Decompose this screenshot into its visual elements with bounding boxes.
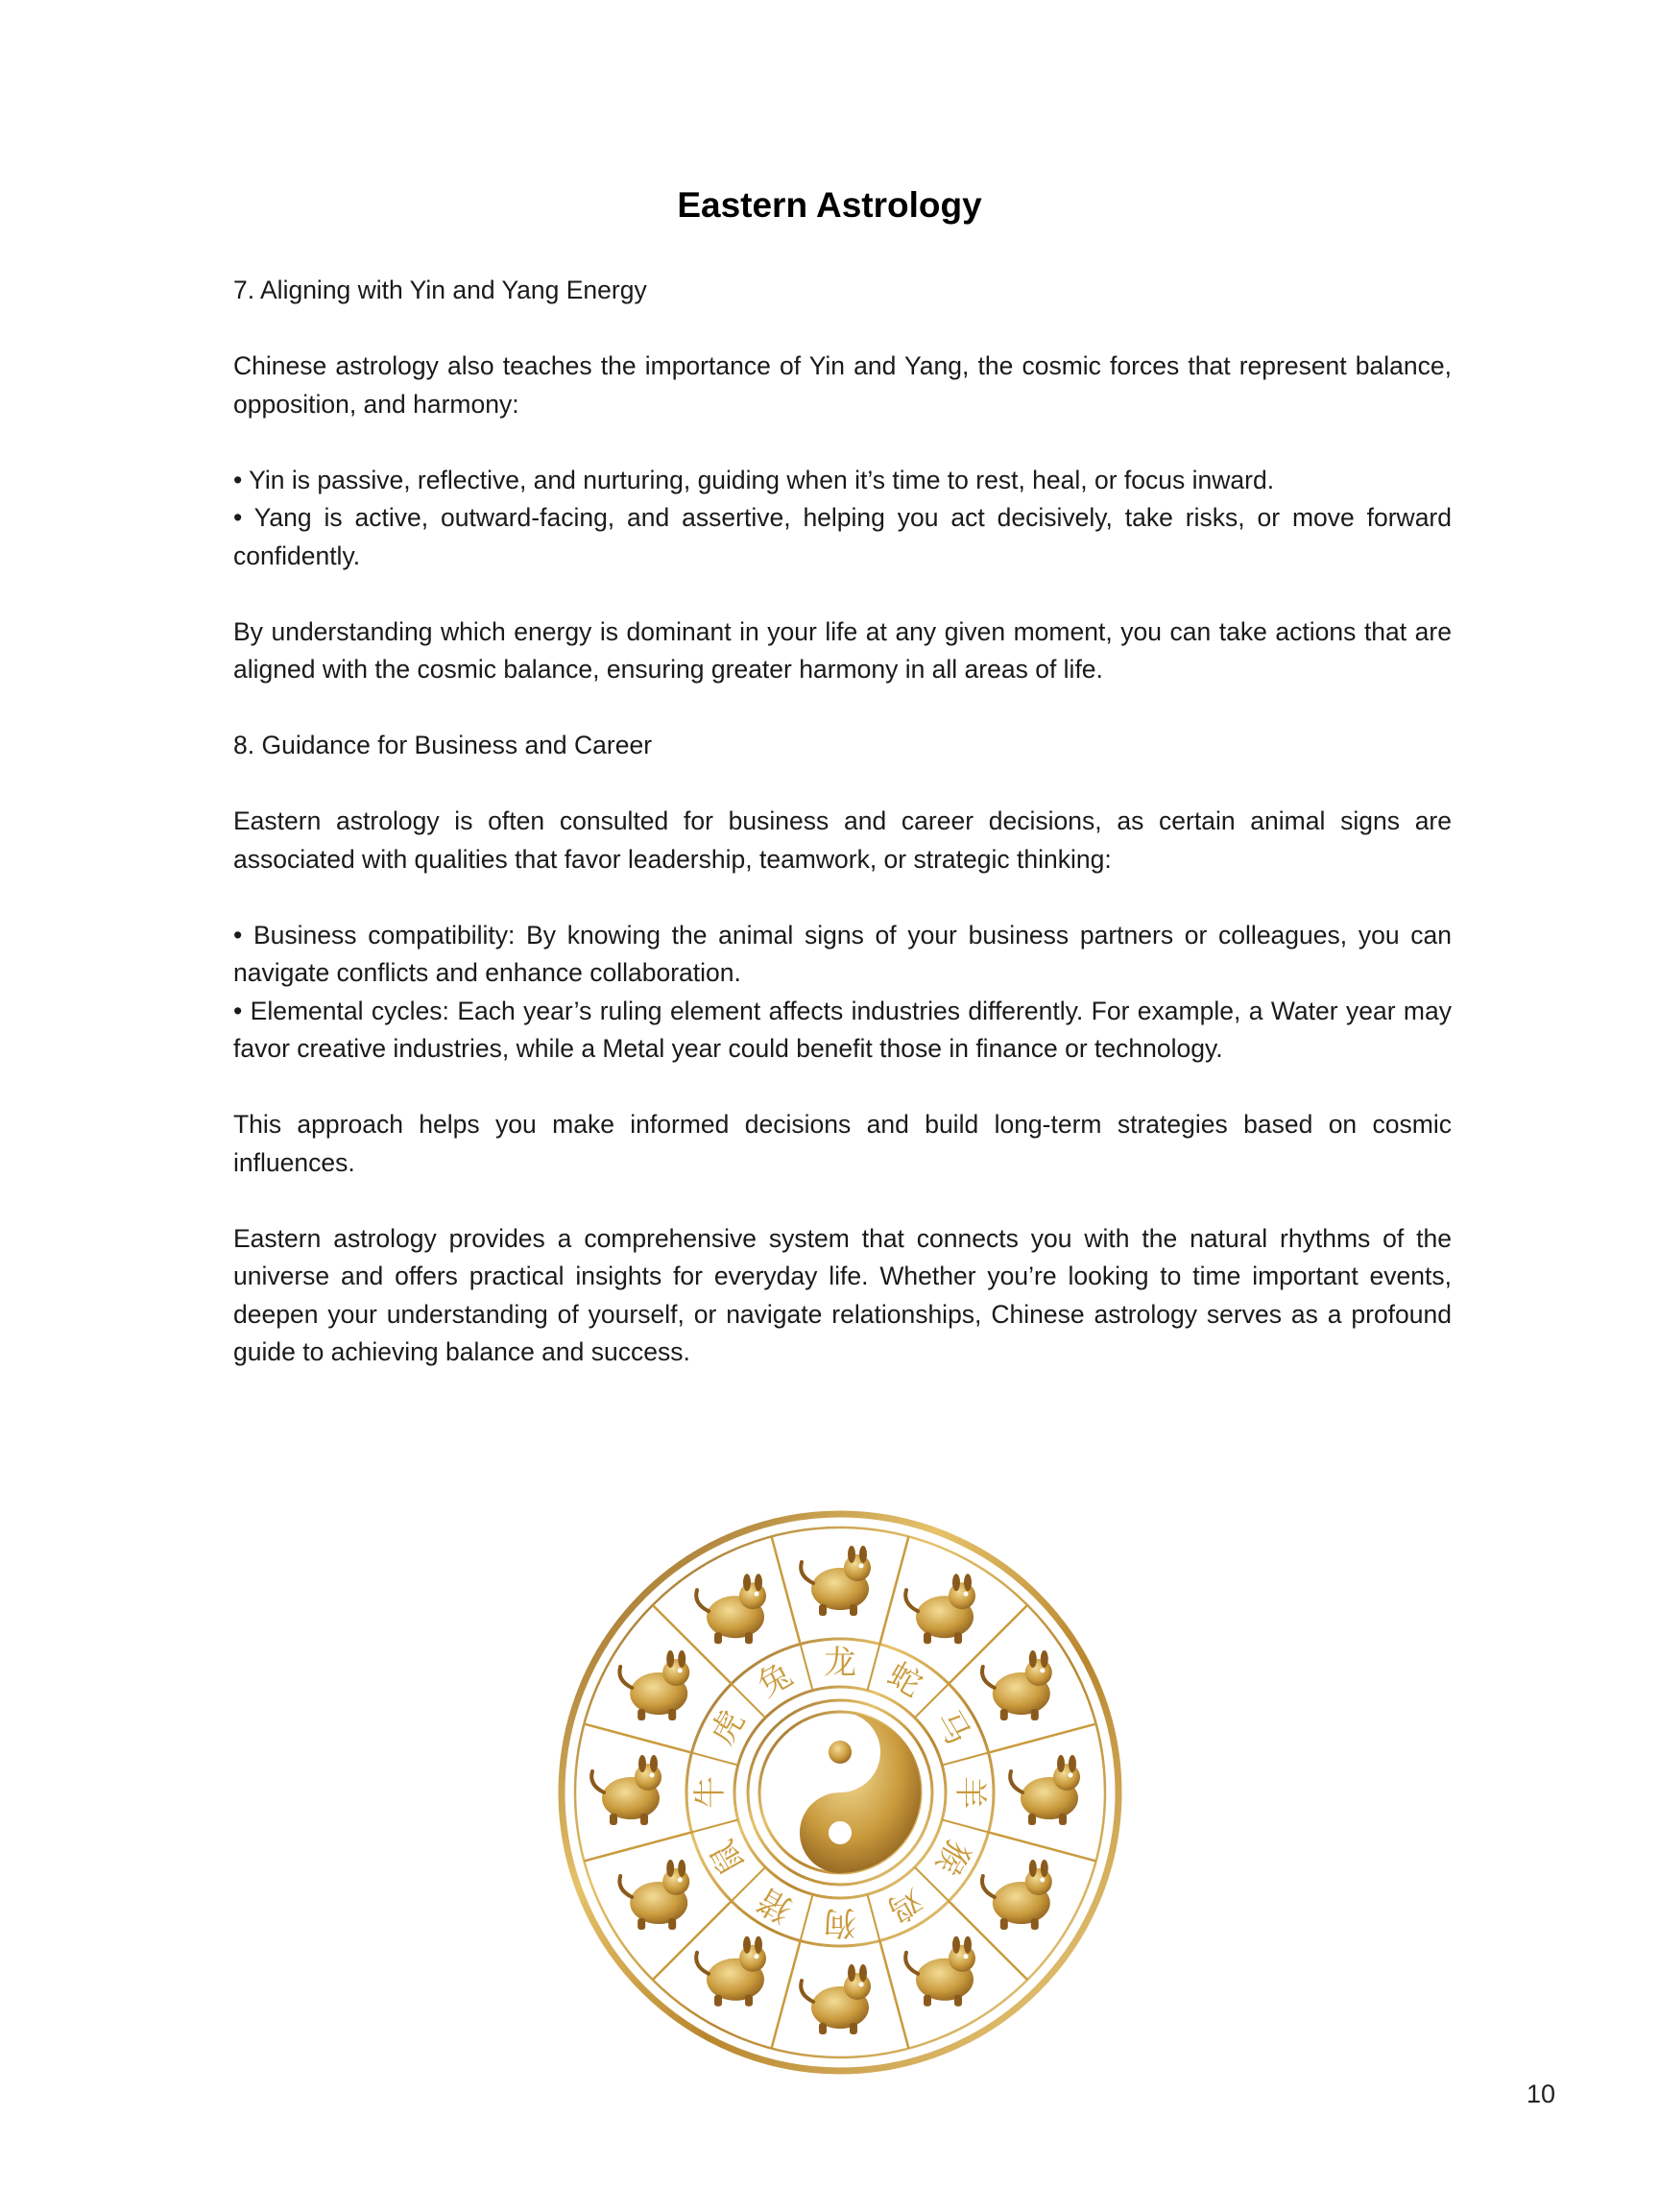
- wheel-character-tiger: 虎: [703, 1703, 753, 1752]
- goat-icon: [1010, 1755, 1080, 1825]
- rabbit-icon: [696, 1574, 766, 1644]
- zodiac-wheel-icon: [552, 1504, 1128, 2080]
- horse-icon: [982, 1650, 1052, 1720]
- page-body: [233, 272, 1452, 1409]
- section-8-heading: 8. Guidance for Business and Career: [233, 731, 653, 759]
- section-8-intro: Eastern astrology is often consulted for business and career decisions, as certain animal signs are associated with qualities that favor leadership, teamwork, or strategic thinking:: [233, 806, 1452, 874]
- section-8-closing: This approach helps you make informed decisions and build long-term strategies based on cosmic influences.: [233, 1110, 1452, 1177]
- wheel-character-rat: 鼠: [703, 1833, 753, 1882]
- bullet-business-compatibility: • Business compatibility: By knowing the animal signs of your business partners or colleagues, you can navigate conflicts and enhance collaboration.: [233, 920, 1452, 987]
- wheel-character-rabbit: 兔: [751, 1655, 800, 1705]
- ox-icon: [591, 1755, 661, 1825]
- yin-yang-icon: [748, 1700, 932, 1885]
- section-7-heading: 7. Aligning with Yin and Yang Energy: [233, 276, 647, 304]
- monkey-icon: [982, 1860, 1052, 1930]
- rat-icon: [619, 1860, 689, 1930]
- conclusion-paragraph: Eastern astrology provides a comprehensive system that connects you with the natural rhythms of the universe and offers practical insights for everyday life. Whether you’re looking to time important events, deepen your understanding of yourself, or navigate relationships, Chinese astrology serves as a profound guide to achieving balance and success.: [233, 1223, 1452, 1366]
- wheel-character-dog: 狗: [824, 1903, 856, 1941]
- wheel-character-monkey: 猴: [927, 1833, 977, 1882]
- snake-icon: [905, 1574, 975, 1644]
- wheel-character-snake: 蛇: [880, 1655, 929, 1705]
- business-bullet-list: [233, 917, 1452, 1069]
- rooster-icon: [905, 1936, 975, 2007]
- section-7-closing: By understanding which energy is dominant in your life at any given moment, you can take actions that are aligned with the cosmic balance, ensuring greater harmony in all areas of life.: [233, 616, 1452, 684]
- wheel-character-dragon: 龙: [824, 1644, 856, 1682]
- bullet-yin: • Yin is passive, reflective, and nurturing, guiding when it’s time to rest, heal, or focus inward.: [233, 465, 1275, 494]
- wheel-character-rooster: 鸡: [880, 1880, 929, 1930]
- wheel-character-goat: 羊: [950, 1776, 989, 1809]
- yin-yang-bullet-list: [233, 462, 1452, 576]
- section-7-intro: Chinese astrology also teaches the importance of Yin and Yang, the cosmic forces that represent balance, opposition, and harmony:: [233, 351, 1452, 419]
- pig-icon: [696, 1936, 766, 2007]
- page-number: 10: [1526, 2080, 1555, 2108]
- bullet-yang: • Yang is active, outward-facing, and assertive, helping you act decisively, take risks, or move forward confidently.: [233, 503, 1452, 570]
- dragon-icon: [801, 1546, 871, 1616]
- dog-icon: [801, 1964, 871, 2034]
- tiger-icon: [619, 1650, 689, 1720]
- bullet-elemental-cycles: • Elemental cycles: Each year’s ruling element affects industries differently. For example, a Water year may favor creative industries, while a Metal year could benefit those in finance or technology.: [233, 996, 1452, 1063]
- wheel-character-ox: 牛: [691, 1776, 730, 1809]
- wheel-character-horse: 马: [927, 1703, 977, 1752]
- wheel-character-pig: 猪: [751, 1880, 800, 1930]
- page-title: Eastern Astrology: [677, 185, 982, 225]
